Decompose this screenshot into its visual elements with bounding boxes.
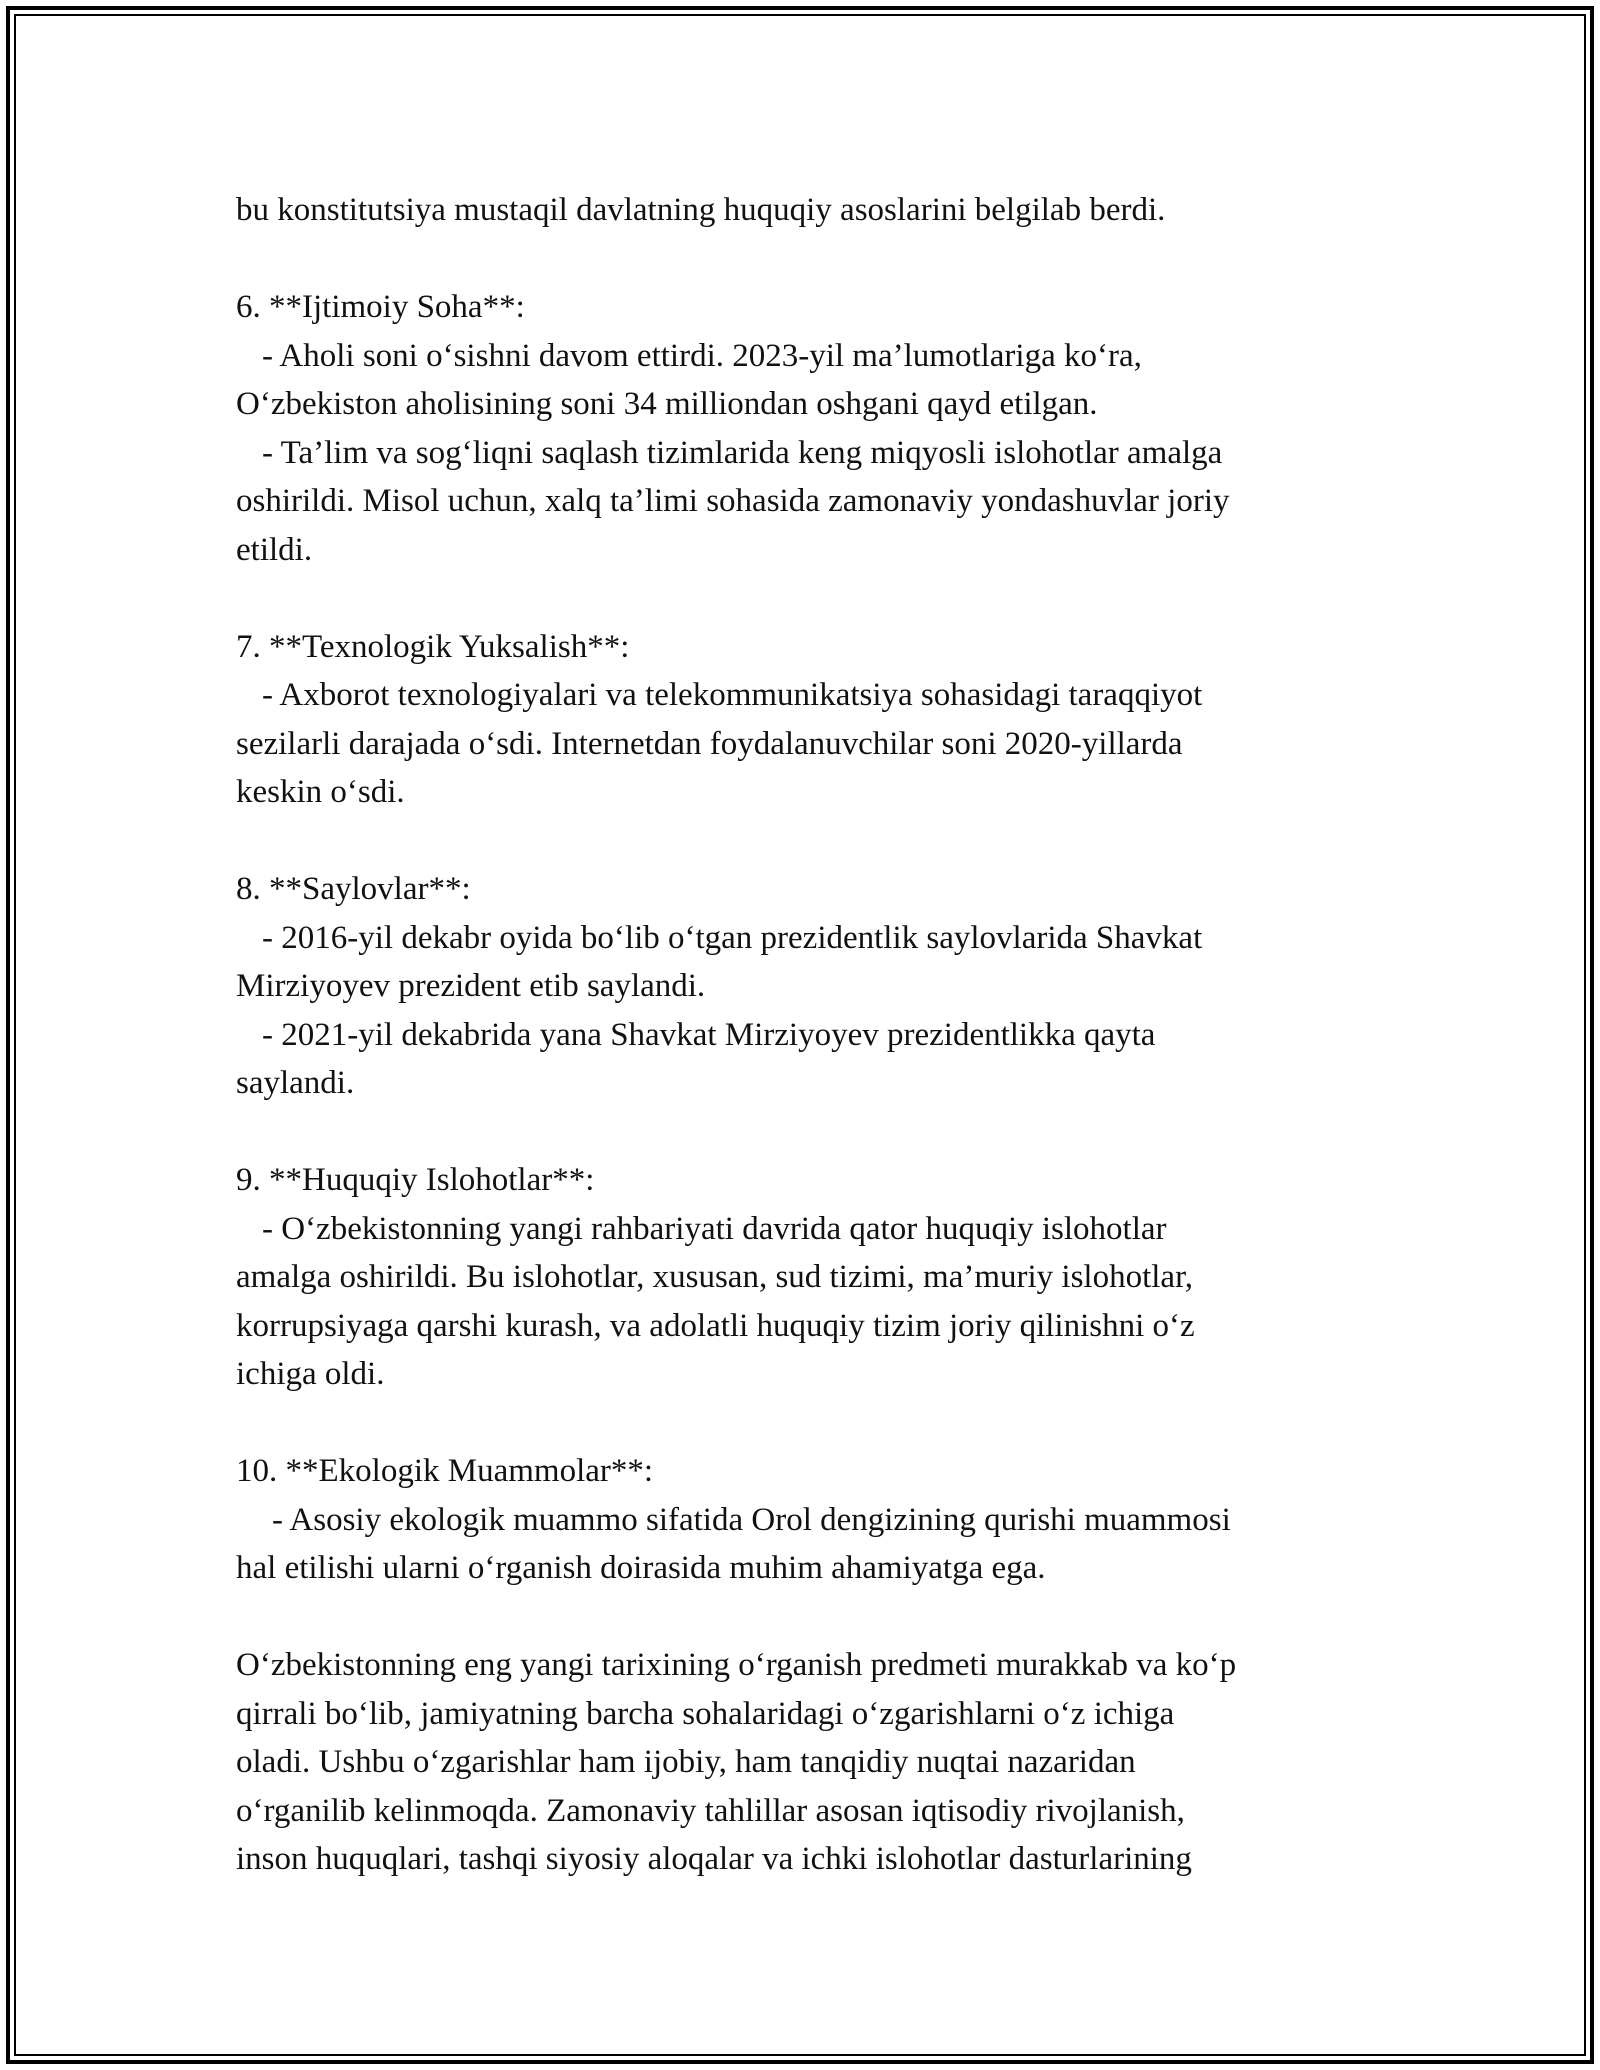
section-line: hal etilishi ularni o‘rganish doirasida muhim ahamiyatga ega. <box>236 1550 1046 1586</box>
section-line: oshirildi. Misol uchun, xalq ta’limi sohasida zamonaviy yondashuvlar joriy <box>236 483 1230 519</box>
section-heading: 6. **Ijtimoiy Soha**: <box>236 289 525 325</box>
section-line: - 2016-yil dekabr oyida bo‘lib o‘tgan prezidentlik saylovlarida Shavkat <box>262 919 1203 956</box>
section-line: korrupsiyaga qarshi kurash, va adolatli huquqiy tizim joriy qilinishni o‘z <box>236 1307 1195 1344</box>
paragraph-gap <box>236 574 1366 623</box>
section-line: O‘zbekiston aholisining soni 34 milliondan oshgani qayd etilgan. <box>236 386 1098 422</box>
closing-line: O‘zbekistonning eng yangi tarixining o‘rganish predmeti murakkab va ko‘p <box>236 1647 1237 1683</box>
section-heading: 10. **Ekologik Muammolar**: <box>236 1453 654 1489</box>
section-line: keskin o‘sdi. <box>236 774 405 810</box>
closing-line: o‘rganilib kelinmoqda. Zamonaviy tahlillar asosan iqtisodiy rivojlanish, <box>236 1792 1185 1829</box>
closing-line: oladi. Ushbu o‘zgarishlar ham ijobiy, ham tanqidiy nuqtai nazaridan <box>236 1744 1136 1780</box>
section-heading: 9. **Huquqiy Islohotlar**: <box>236 1162 595 1198</box>
section-line: etildi. <box>236 531 313 568</box>
section-line: Mirziyoyev prezident etib saylandi. <box>236 968 706 1004</box>
paragraph-gap <box>236 1108 1366 1157</box>
section-line: - Asosiy ekologik muammo sifatida Orol dengizining qurishi muammosi <box>272 1501 1231 1538</box>
section-heading: 7. **Texnologik Yuksalish**: <box>236 628 630 665</box>
paragraph-gap <box>236 1593 1366 1642</box>
intro-line: bu konstitutsiya mustaqil davlatning huquqiy asoslarini belgilab berdi. <box>236 192 1166 228</box>
paragraph-gap <box>236 235 1366 284</box>
section-heading: 8. **Saylovlar**: <box>236 871 471 907</box>
section-line: saylandi. <box>236 1065 355 1101</box>
closing-line: inson huquqlari, tashqi siyosiy aloqalar va ichki islohotlar dasturlarining <box>236 1841 1192 1877</box>
section-line: - O‘zbekistonning yangi rahbariyati davrida qator huquqiy islohotlar <box>262 1210 1167 1247</box>
section-line: amalga oshirildi. Bu islohotlar, xususan, sud tizimi, ma’muriy islohotlar, <box>236 1259 1193 1295</box>
section-line: - 2021-yil dekabrida yana Shavkat Mirziyoyev prezidentlikka qayta <box>262 1016 1156 1053</box>
section-line: - Aholi soni o‘sishni davom ettirdi. 2023-yil ma’lumotlariga ko‘ra, <box>262 337 1142 374</box>
section-line: - Axborot texnologiyalari va telekommunikatsiya sohasidagi taraqqiyot <box>262 677 1203 713</box>
section-line: sezilarli darajada o‘sdi. Internetdan foydalanuvchilar soni 2020-yillarda <box>236 725 1183 762</box>
paragraph-gap <box>236 1399 1366 1448</box>
section-line: ichiga oldi. <box>236 1356 385 1392</box>
closing-line: qirrali bo‘lib, jamiyatning barcha sohalaridagi o‘zgarishlarni o‘z ichiga <box>236 1695 1175 1732</box>
document-body <box>236 186 1366 1884</box>
paragraph-gap <box>236 817 1366 866</box>
section-line: - Ta’lim va sog‘liqni saqlash tizimlarida keng miqyosli islohotlar amalga <box>262 434 1223 471</box>
